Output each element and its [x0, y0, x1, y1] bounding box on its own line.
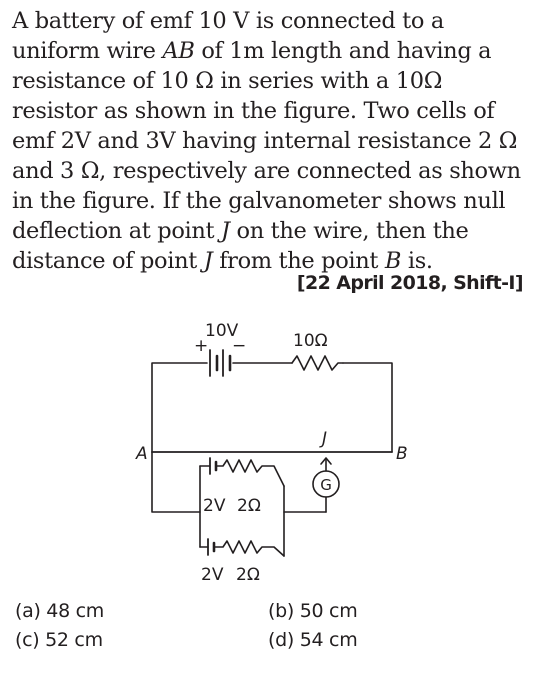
question-segment: J — [221, 218, 230, 244]
battery-emf-label: 10V — [205, 321, 239, 341]
point-b-label: B — [396, 444, 408, 464]
exam-source: [22 April 2018, Shift-I] — [296, 272, 523, 294]
point-a-label: A — [136, 444, 148, 464]
option-a[interactable]: (a) 48 cm — [15, 600, 104, 622]
question-segment: is. — [401, 248, 433, 274]
point-j-label: J — [322, 429, 328, 449]
question-segment: A battery of emf 10 V is connected to a — [12, 8, 444, 34]
cell-1-emf-label: 2V — [203, 496, 226, 516]
question-segment: uniform wire — [12, 38, 163, 64]
minus-sign: − — [232, 336, 247, 356]
plus-sign: + — [194, 336, 209, 356]
question-segment: resistor as shown in the figure. Two cells of — [12, 98, 495, 124]
cell-2 — [200, 539, 284, 556]
question-segment: B — [384, 248, 402, 274]
cell-2-emf-label: 2V — [201, 565, 224, 585]
galvanometer-label: G — [320, 476, 332, 494]
cell-2-resistance-label: 2Ω — [236, 565, 260, 585]
option-c[interactable]: (c) 52 cm — [15, 629, 103, 651]
question-segment: AB — [162, 38, 195, 64]
top-loop-wires — [152, 363, 392, 452]
question-segment: distance of point — [12, 248, 204, 274]
question-segment: emf 2V and 3V having internal resistance 2 Ω — [12, 128, 518, 154]
question-segment: deflection at point — [12, 218, 222, 244]
option-b[interactable]: (b) 50 cm — [268, 600, 358, 622]
question-segment: from the point — [212, 248, 385, 274]
resistor-label: 10Ω — [293, 331, 328, 351]
question-segment: and 3 Ω, respectively are connected as shown — [12, 158, 521, 184]
cell-1-resistance-label: 2Ω — [237, 496, 261, 516]
question-segment: in the figure. If the galvanometer shows null — [12, 188, 506, 214]
question-segment: on the wire, then the — [229, 218, 469, 244]
question-segment: of 1m length and having a — [194, 38, 492, 64]
resistor-zigzag — [292, 356, 343, 370]
cell-1 — [200, 458, 284, 486]
question-segment: J — [203, 248, 213, 274]
battery-symbol — [210, 350, 230, 376]
question-segment: resistance of 10 Ω in series with a 10Ω — [12, 68, 443, 94]
left-branch-wire — [152, 452, 200, 512]
option-d[interactable]: (d) 54 cm — [268, 629, 358, 651]
